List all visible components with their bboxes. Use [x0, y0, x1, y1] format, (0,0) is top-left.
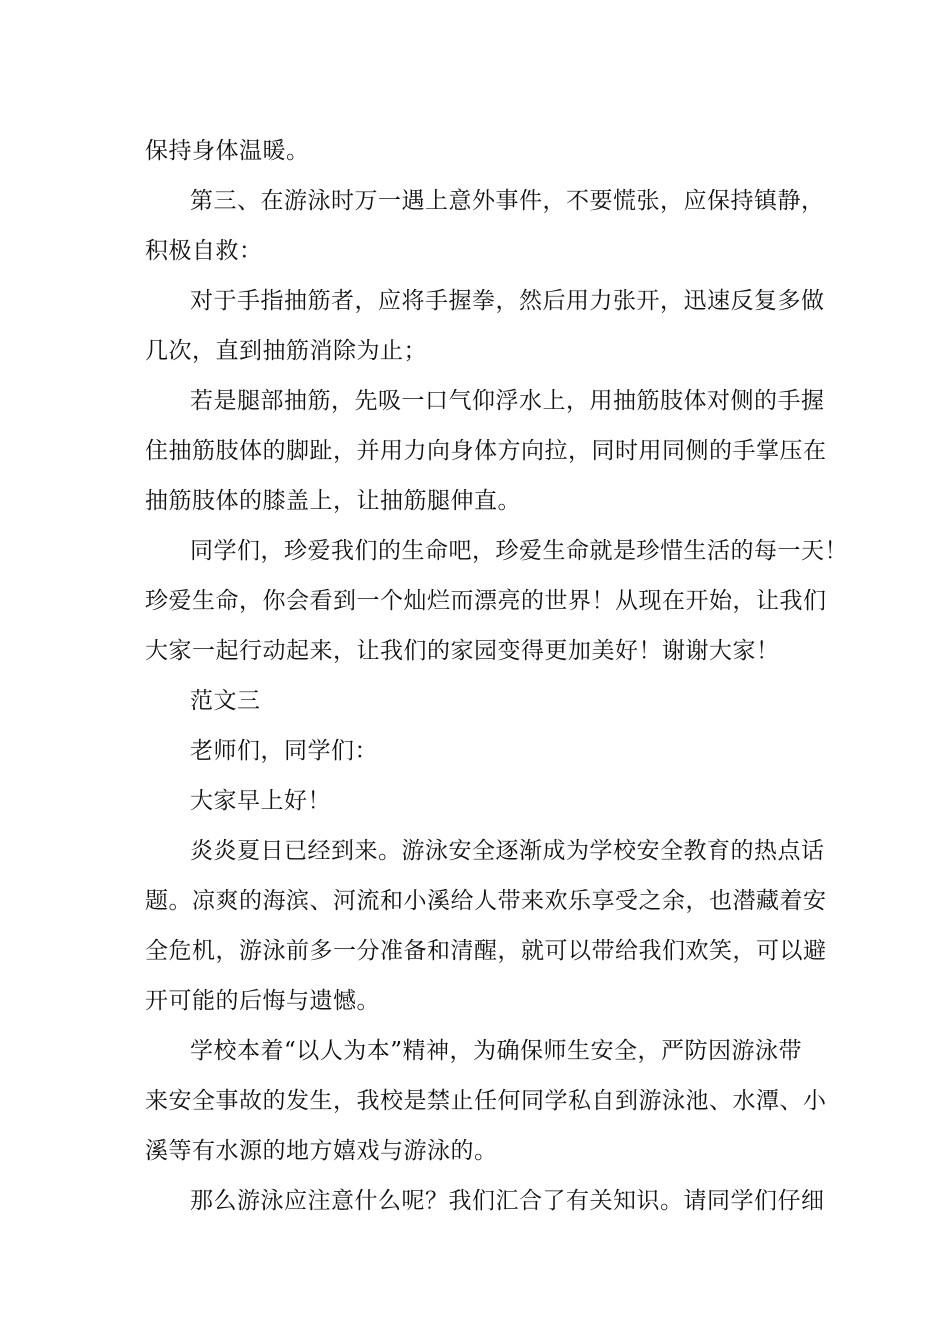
text-line: 开可能的后悔与遗憾。 [145, 988, 380, 1014]
text-line: 同学们，珍爱我们的生命吧，珍爱生命就是珍惜生活的每一天！ [190, 538, 848, 564]
text-line: 来安全事故的发生，我校是禁止任何同学私自到游泳池、水潭、小 [145, 1088, 827, 1114]
text-line: 珍爱生命，你会看到一个灿烂而漂亮的世界！从现在开始，让我们 [145, 588, 827, 614]
text-line: 学校本着“以人为本”精神，为确保师生安全，严防因游泳带 [190, 1038, 803, 1064]
text-line: 全危机，游泳前多一分准备和清醒，就可以带给我们欢笑，可以避 [145, 938, 827, 964]
text-line: 大家一起行动起来，让我们的家园变得更加美好！谢谢大家！ [145, 638, 780, 664]
text-line: 若是腿部抽筋，先吸一口气仰浮水上，用抽筋肢体对侧的手握 [190, 388, 825, 414]
section-heading: 范文三 [190, 688, 261, 714]
salutation: 老师们，同学们： [190, 738, 378, 764]
text-line: 题。凉爽的海滨、河流和小溪给人带来欢乐享受之余，也潜藏着安 [145, 888, 827, 914]
text-line: 积极自救： [145, 238, 263, 264]
text-line: 保持身体温暖。 [145, 138, 310, 164]
text-line: 那么游泳应注意什么呢？我们汇合了有关知识。请同学们仔细 [190, 1188, 825, 1214]
text-line: 炎炎夏日已经到来。游泳安全逐渐成为学校安全教育的热点话 [190, 838, 825, 864]
text-line: 第三、在游泳时万一遇上意外事件，不要慌张，应保持镇静， [190, 188, 825, 214]
text-line: 对于手指抽筋者，应将手握拳，然后用力张开，迅速反复多做 [190, 288, 825, 314]
text-line: 几次，直到抽筋消除为止； [145, 338, 427, 364]
text-line: 抽筋肢体的膝盖上，让抽筋腿伸直。 [145, 488, 521, 514]
text-line: 溪等有水源的地方嬉戏与游泳的。 [145, 1138, 498, 1164]
greeting: 大家早上好！ [190, 788, 331, 814]
text-line: 住抽筋肢体的脚趾，并用力向身体方向拉，同时用同侧的手掌压在 [145, 438, 827, 464]
